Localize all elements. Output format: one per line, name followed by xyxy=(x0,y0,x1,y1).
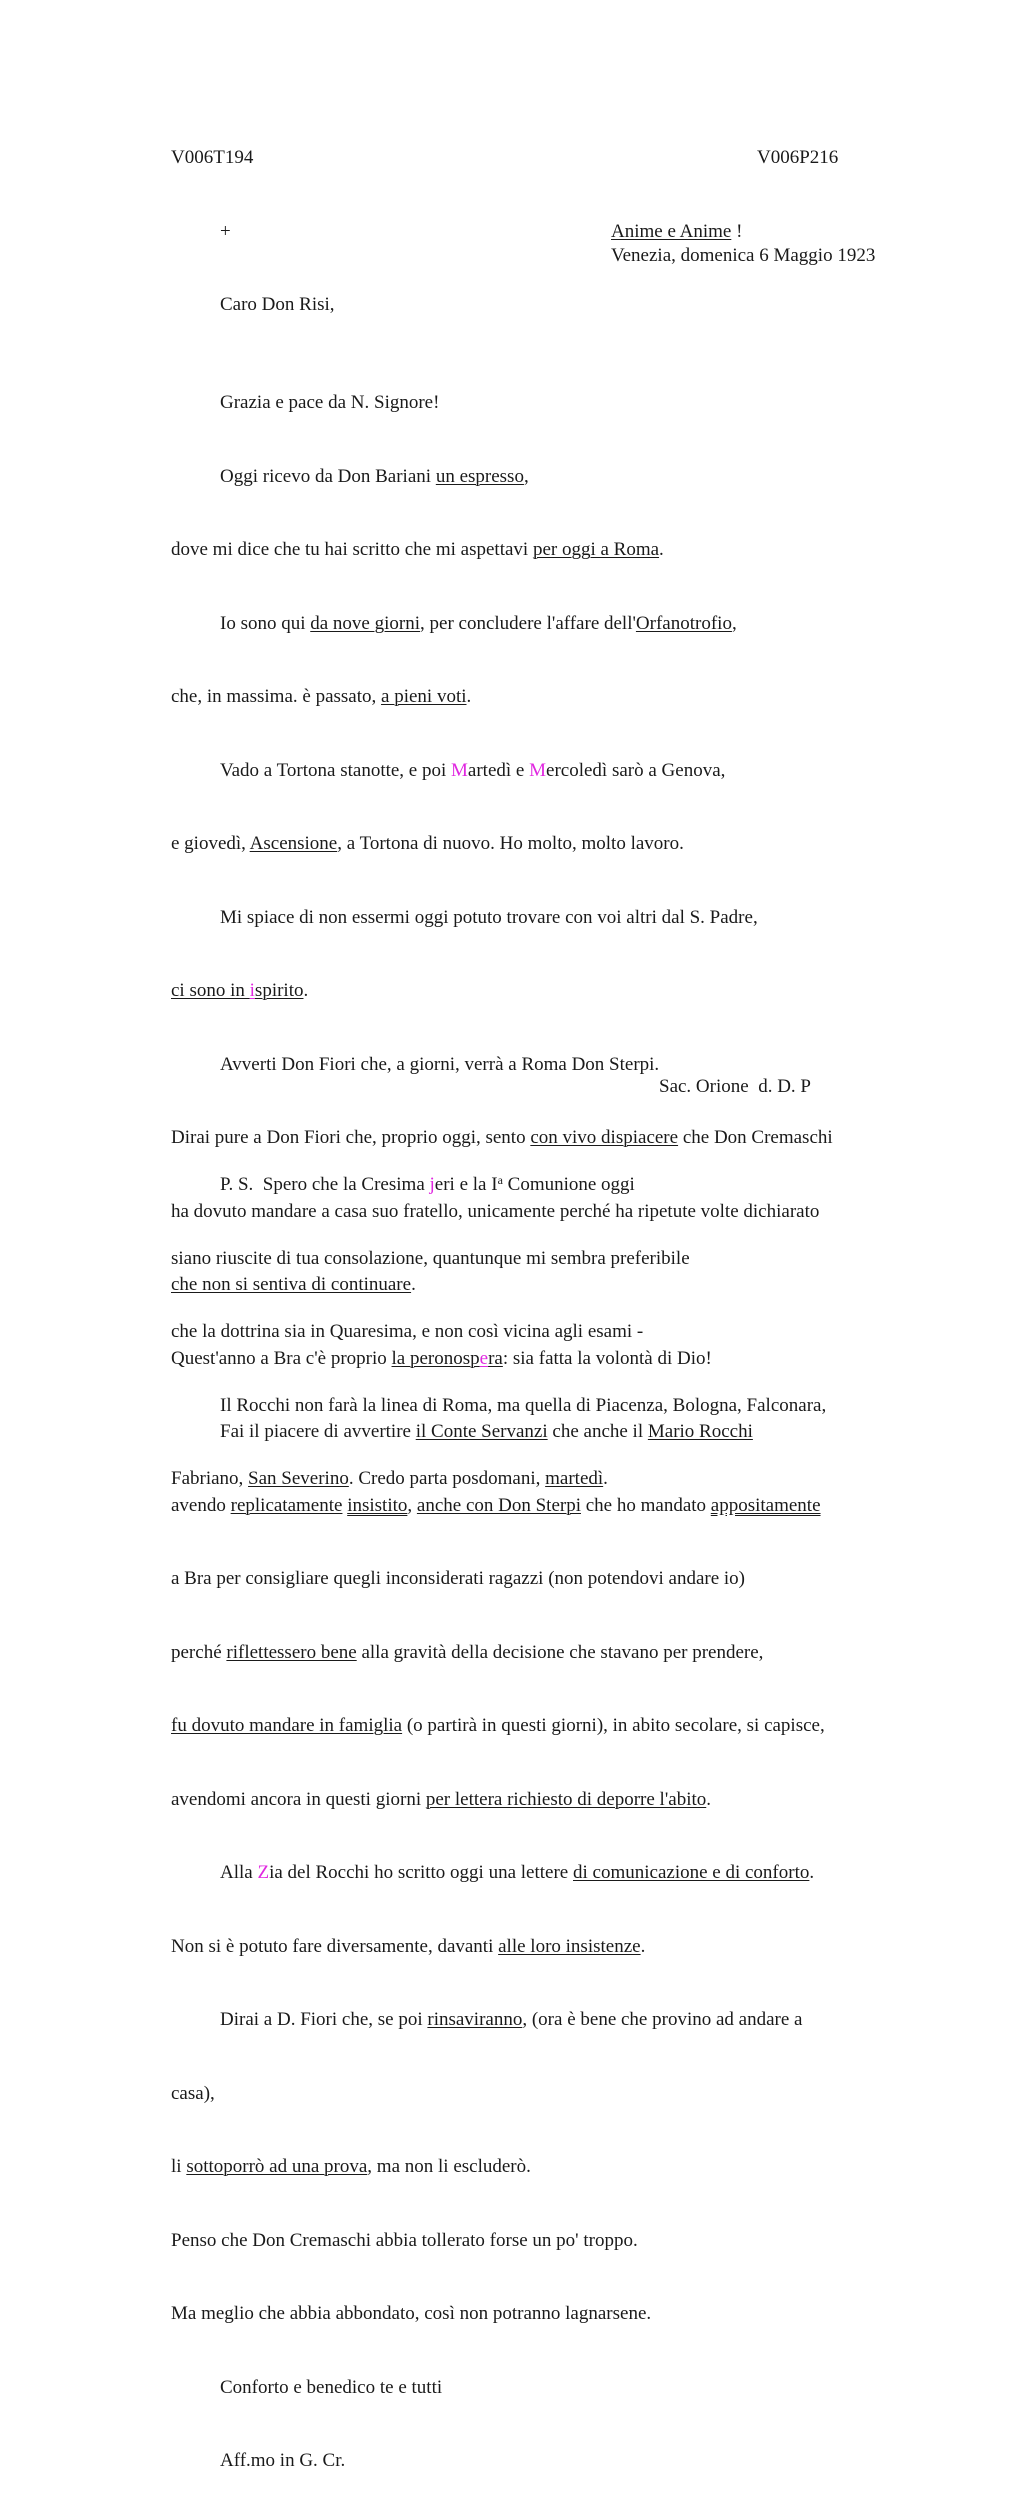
closing-line: Aff.mo in G. Cr. xyxy=(220,2450,346,2471)
body-line: ci sono in ispirito. xyxy=(171,980,309,1001)
postscript-line: Fabriano, San Severino. Credo parta posdomani, martedì. xyxy=(171,1468,608,1489)
body-line: casa), xyxy=(171,2082,215,2104)
document-code-left: V006T194 xyxy=(171,147,254,168)
cross-symbol: + xyxy=(220,221,231,242)
body-line: avendomi ancora in questi giorni per lettera richiesto di deporre l'abito. xyxy=(171,1788,711,1810)
body-line: Ma meglio che abbia abbondato, così non potranno lagnarsene. xyxy=(171,2303,652,2324)
body-line: li sottoporrò ad una prova, ma non li escluderò. xyxy=(171,2156,531,2177)
document-code-right: V006P216 xyxy=(757,147,839,168)
postscript-line: che la dottrina sia in Quaresima, e non così vicina agli esami - xyxy=(171,1321,644,1342)
heading-title-text: Anime e Anime xyxy=(611,221,732,242)
closing-line: Conforto e benedico te e tutti xyxy=(220,2376,443,2398)
body-line: Dirai pure a Don Fiori che, proprio oggi, sento con vivo dispiacere che Don Cremaschi xyxy=(171,1127,833,1148)
body-line: Grazia e pace da N. Signore! xyxy=(220,392,440,413)
postscript-line: P. S. Spero che la Cresima jeri e la $I^a$ Comunione oggi xyxy=(220,1173,635,1195)
body-line: avendo replicatamente insistito, anche con Don Sterpi che ho mandato appositamente xyxy=(171,1494,821,1516)
body-line: Vado a Tortona stanotte, e poi Martedì e Mercoledì sarò a Genova, xyxy=(220,759,726,781)
body-line: Io sono qui da nove giorni, per concludere l'affare dell'Orfanotrofio, xyxy=(220,612,737,634)
body-line: a Bra per consigliare quegli inconsiderati ragazzi (non potendovi andare io) xyxy=(171,1568,745,1589)
salutation: Caro Don Risi, xyxy=(220,294,335,315)
body-line: dove mi dice che tu hai scritto che mi aspettavi per oggi a Roma. xyxy=(171,539,664,560)
body-line: Fai il piacere di avvertire il Conte Servanzi che anche il Mario Rocchi xyxy=(220,1421,753,1442)
body-line: ha dovuto mandare a casa suo fratello, unicamente perché ha ripetute volte dichiarato xyxy=(171,1200,820,1222)
body-line: che, in massima. è passato, a pieni voti. xyxy=(171,686,472,707)
body-line: fu dovuto mandare in famiglia (o partirà in questi giorni), in abito secolare, si capisce, xyxy=(171,1715,825,1736)
body-line: e giovedì, Ascensione, a Tortona di nuovo. Ho molto, molto lavoro. xyxy=(171,833,684,854)
body-line: Avverti Don Fiori che, a giorni, verrà a Roma Don Sterpi. xyxy=(220,1053,660,1075)
postscript-line: siano riuscite di tua consolazione, quantunque mi sembra preferibile xyxy=(171,1247,690,1269)
body-line: Alla Zia del Rocchi ho scritto oggi una lettere di comunicazione e di conforto. xyxy=(220,1862,815,1883)
body-line: Non si è potuto fare diversamente, davanti alle loro insistenze. xyxy=(171,1935,646,1957)
body-line: perché riflettessero bene alla gravità della decisione che stavano per prendere, xyxy=(171,1641,764,1663)
letter-heading-title: Anime e Anime ! xyxy=(611,221,743,242)
body-line: Oggi ricevo da Don Bariani un espresso, xyxy=(220,465,529,487)
body-line: Quest'anno a Bra c'è proprio la peronospera: sia fatta la volontà di Dio! xyxy=(171,1347,712,1369)
postscript xyxy=(171,1124,931,1516)
signature: Sac. Orione d. D. P xyxy=(659,1076,811,1097)
place-date: Venezia, domenica 6 Maggio 1923 xyxy=(611,245,876,266)
postscript-line: Il Rocchi non farà la linea di Roma, ma quella di Piacenza, Bologna, Falconara, xyxy=(220,1394,827,1416)
body-line: che non si sentiva di continuare. xyxy=(171,1274,416,1295)
body-line: Dirai a D. Fiori che, se poi rinsaviranno, (ora è bene che provino ad andare a xyxy=(220,2009,803,2030)
body-line: Mi spiace di non essermi oggi potuto trovare con voi altri dal S. Padre, xyxy=(220,906,758,928)
body-line: Penso che Don Cremaschi abbia tollerato forse un po' troppo. xyxy=(171,2229,638,2251)
